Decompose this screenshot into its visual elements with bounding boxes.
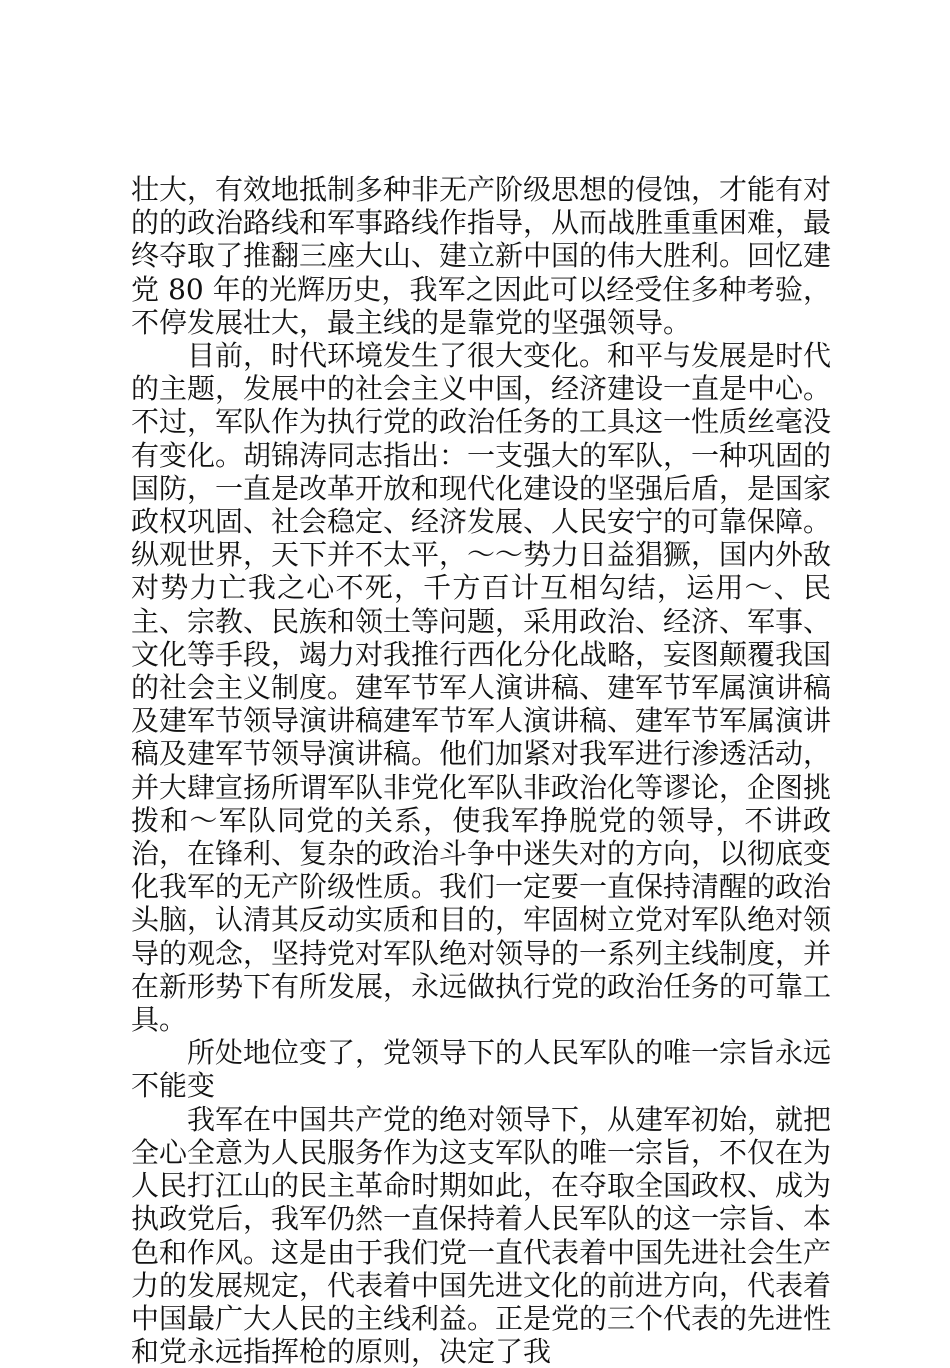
paragraph-serve-people: 我军在中国共产党的绝对领导下，从建军初始，就把全心全意为人民服务作为这支军队的唯一宗旨，不仅在为人民打江山的民主革命时期如此，在夺取全国政权、成为执政党后，我军仍然一直保持着人民军队的这一宗旨、本色和作风。这是由于我们党一直代表着中国先进社会生产力的发展规定，代表着中国先进文化的前进方向，代表着中国最广大人民的主线利益。正是党的三个代表的先进性和党永远指挥枪的原则，决定了我 [131,1102,832,1368]
section-heading-purpose: 所处地位变了，党领导下的人民军队的唯一宗旨永远不能变 [131,1036,832,1103]
document-body [131,173,831,1368]
paragraph-continuation: 壮大，有效地抵制多种非无产阶级思想的侵蚀，才能有对的的政治路线和军事路线作指导，从而战胜重重困难，最终夺取了推翻三座大山、建立新中国的伟大胜利。回忆建党 80 年的光辉历史，我军之因此可以经受住多种考验，不停发展壮大，最主线的是靠党的坚强领导。 [131,173,832,339]
paragraph-current-era: 目前，时代环境发生了很大变化。和平与发展是时代的主题，发展中的社会主义中国，经济建设一直是中心。不过，军队作为执行党的政治任务的工具这一性质丝毫没有变化。胡锦涛同志指出：一支强大的军队，一种巩固的国防，一直是改革开放和现代化建设的坚强后盾，是国家政权巩固、社会稳定、经济发展、人民安宁的可靠保障。纵观世界，天下并不太平，～～势力日益猖獗，国内外敌对势力亡我之心不死，千方百计互相勾结，运用～、民主、宗教、民族和领土等问题，采用政治、经济、军事、文化等手段，竭力对我推行西化分化战略，妄图颠覆我国的社会主义制度。建军节军人演讲稿、建军节军属演讲稿及建军节领导演讲稿建军节军人演讲稿、建军节军属演讲稿及建军节领导演讲稿。他们加紧对我军进行渗透活动，并大肆宣扬所谓军队非党化军队非政治化等谬论，企图挑拨和～军队同党的关系，使我军挣脱党的领导，不讲政治，在锋利、复杂的政治斗争中迷失对的方向，以彻底变化我军的无产阶级性质。我们一定要一直保持清醒的政治头脑，认清其反动实质和目的，牢固树立党对军队绝对领导的观念，坚持党对军队绝对领导的一系列主线制度，并在新形势下有所发展，永远做执行党的政治任务的可靠工具。 [131,339,832,1037]
